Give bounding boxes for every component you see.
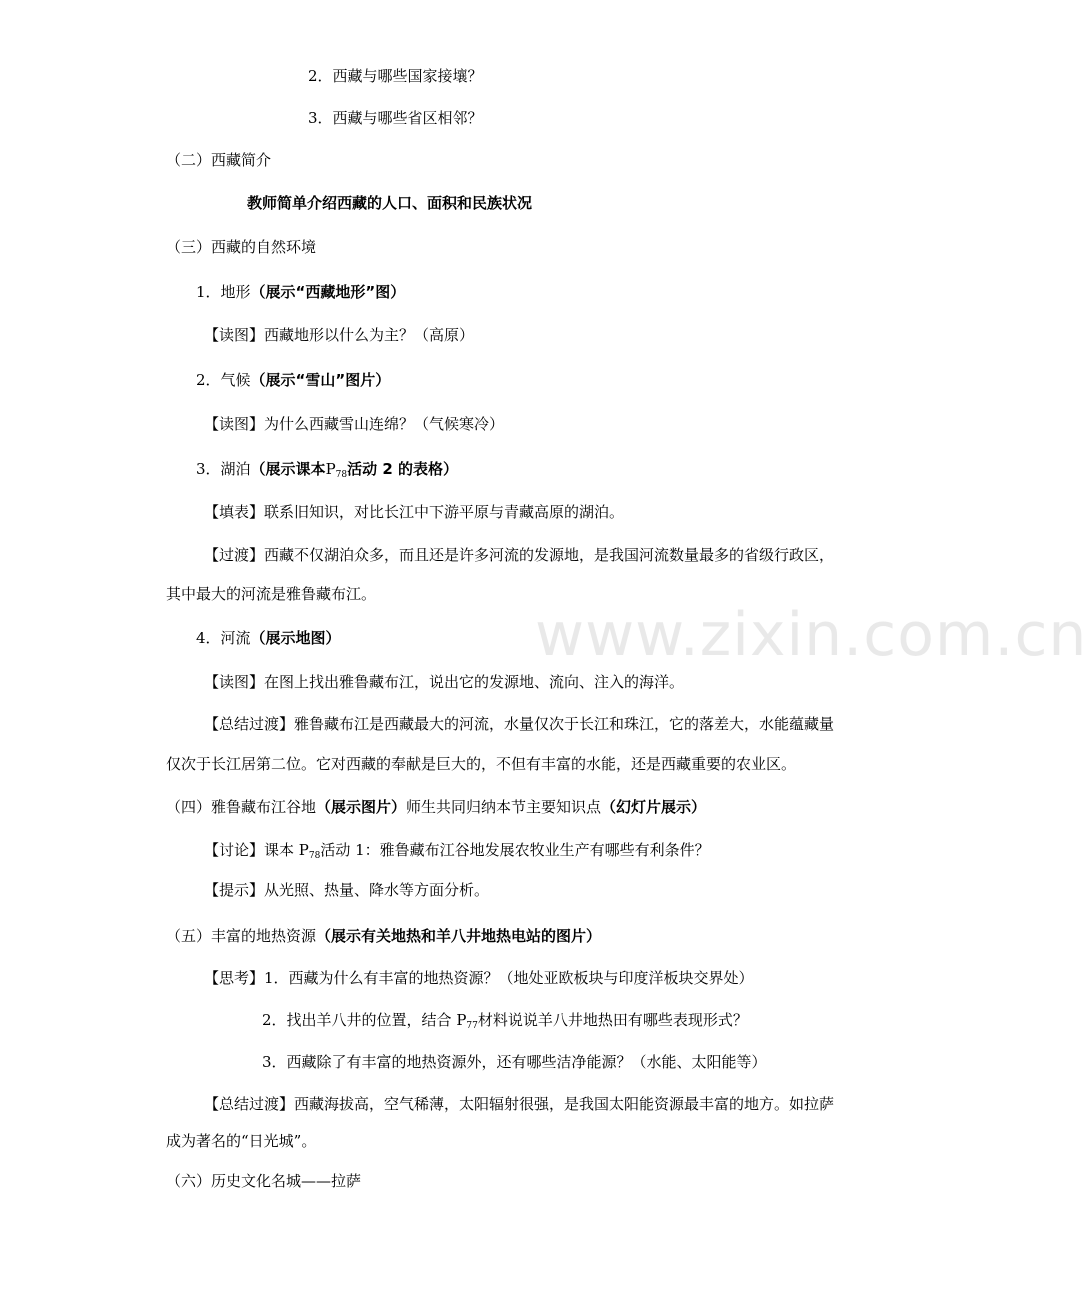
item-rivers-note: （展示地图）	[250, 629, 341, 647]
question-2: 2．西藏与哪些国家接壤？	[308, 67, 483, 85]
discussion-rest: 活动 1：雅鲁藏布江谷地发展农牧业生产有哪些有利条件？	[320, 841, 710, 859]
section-2-heading: （二）西藏简介	[166, 151, 272, 169]
discussion-start: 【讨论】课本 P	[204, 841, 309, 859]
section-4-title: （四）雅鲁藏布江谷地	[166, 798, 317, 816]
item-terrain-label: 1．地形	[196, 283, 251, 301]
section-5-heading	[166, 926, 601, 946]
read-terrain: 【读图】西藏地形以什么为主？（高原）	[204, 326, 475, 344]
fill-table: 【填表】联系旧知识，对比长江中下游平原与青藏高原的湖泊。	[204, 503, 625, 521]
section-5-note: （展示有关地热和羊八井地热电站的图片）	[316, 927, 602, 945]
question-3: 3．西藏与哪些省区相邻？	[308, 109, 483, 127]
section-4-text: 师生共同归纳本节主要知识点	[406, 798, 602, 816]
item-lakes-page-sub: 78	[335, 470, 348, 480]
item-climate	[196, 370, 390, 390]
hint: 【提示】从光照、热量、降水等方面分析。	[204, 881, 490, 899]
summary-transition-2-cont: 成为著名的“日光城”。	[166, 1132, 317, 1150]
summary-transition-1-cont: 仅次于长江居第二位。它对西藏的奉献是巨大的，不但有丰富的水能，还是西藏重要的农业区。	[166, 755, 797, 773]
read-rivers: 【读图】在图上找出雅鲁藏布江，说出它的发源地、流向、注入的海洋。	[204, 673, 685, 691]
item-lakes-note: （展示课本	[250, 460, 326, 478]
section-4-note-2: （幻灯片展示）	[601, 798, 707, 816]
item-terrain-note: （展示“西藏地形”图）	[250, 283, 406, 301]
section-4-heading	[166, 797, 706, 817]
teacher-intro: 教师简单介绍西藏的人口、面积和民族状况	[247, 194, 533, 212]
item-climate-note: （展示“雪山”图片）	[250, 371, 391, 389]
item-terrain	[196, 282, 405, 302]
section-5-title: （五）丰富的地热资源	[166, 927, 317, 945]
item-lakes-label: 3．湖泊	[196, 460, 251, 478]
discussion-page-sub: 78	[308, 851, 321, 861]
item-rivers-label: 4．河流	[196, 629, 251, 647]
think-3: 3．西藏除了有丰富的地热资源外，还有哪些洁净能源？（水能、太阳能等）	[262, 1053, 767, 1071]
item-lakes-page: P	[325, 460, 336, 478]
transition-1-cont: 其中最大的河流是雅鲁藏布江。	[166, 585, 377, 603]
item-rivers	[196, 628, 341, 648]
think-1: 【思考】1．西藏为什么有丰富的地热资源？（地处亚欧板块与印度洋板块交界处）	[204, 969, 754, 987]
watermark: www.zixin.com.cn	[535, 600, 1087, 670]
summary-transition-1: 【总结过渡】雅鲁藏布江是西藏最大的河流，水量仅次于长江和珠江，它的落差大，水能蕴藏量	[204, 715, 835, 733]
read-climate: 【读图】为什么西藏雪山连绵？（气候寒冷）	[204, 415, 505, 433]
item-lakes-note-end: 活动 2 的表格）	[347, 460, 458, 478]
item-lakes	[196, 459, 458, 479]
section-4-note-1: （展示图片）	[316, 798, 407, 816]
section-3-heading: （三）西藏的自然环境	[166, 238, 317, 256]
discussion	[204, 840, 710, 860]
think-2-start: 2．找出羊八井的位置，结合 P	[262, 1011, 467, 1029]
transition-1: 【过渡】西藏不仅湖泊众多，而且还是许多河流的发源地，是我国河流数量最多的省级行政区，	[204, 546, 835, 564]
item-climate-label: 2．气候	[196, 371, 251, 389]
think-2	[262, 1010, 748, 1030]
think-2-rest: 材料说说羊八井地热田有哪些表现形式？	[477, 1011, 748, 1029]
summary-transition-2: 【总结过渡】西藏海拔高，空气稀薄，太阳辐射很强，是我国太阳能资源最丰富的地方。如拉萨	[204, 1095, 835, 1113]
section-6-heading: （六）历史文化名城——拉萨	[166, 1172, 362, 1190]
think-2-page-sub: 77	[466, 1021, 478, 1031]
